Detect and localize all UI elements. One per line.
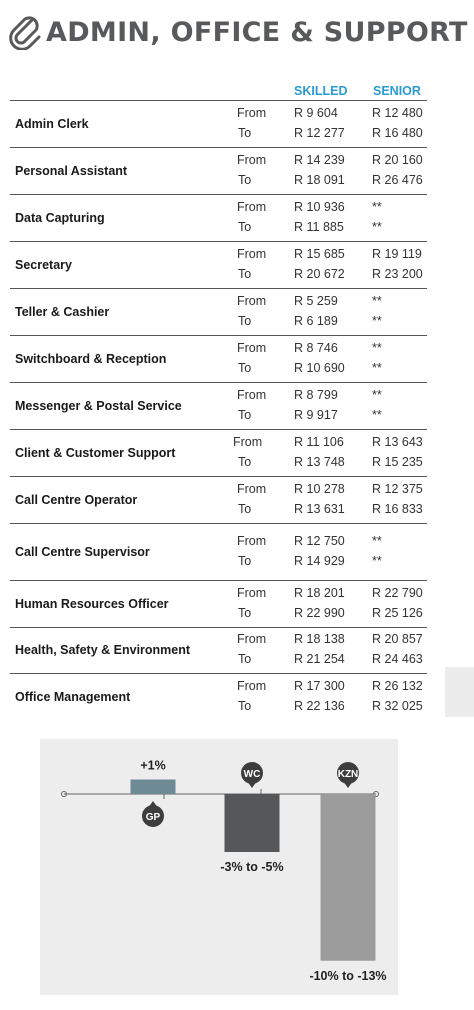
table-row bbox=[10, 673, 427, 721]
senior-from-value: ** bbox=[372, 387, 382, 402]
skilled-from-value: R 10 936 bbox=[294, 199, 345, 214]
skilled-from-value: R 5 259 bbox=[294, 293, 338, 308]
page-header bbox=[8, 10, 468, 54]
senior-to-value: R 26 476 bbox=[372, 172, 423, 187]
table-row bbox=[10, 580, 427, 627]
from-label: From bbox=[233, 434, 263, 449]
senior-to-value: ** bbox=[372, 553, 382, 568]
to-label: To bbox=[238, 172, 252, 187]
job-title: Data Capturing bbox=[15, 210, 105, 225]
job-title: Teller & Cashier bbox=[15, 304, 110, 319]
job-title: Health, Safety & Environment bbox=[15, 643, 191, 657]
data-label: +1% bbox=[140, 758, 166, 773]
senior-from-value: R 12 375 bbox=[372, 481, 423, 496]
skilled-to-value: R 20 672 bbox=[294, 266, 345, 281]
senior-to-value: ** bbox=[372, 313, 382, 328]
skilled-from-value: R 18 201 bbox=[294, 585, 345, 600]
skilled-from-value: R 9 604 bbox=[294, 105, 338, 120]
skilled-from-value: R 17 300 bbox=[294, 679, 345, 693]
to-label: To bbox=[238, 699, 252, 713]
job-title: Messenger & Postal Service bbox=[15, 398, 182, 413]
to-label: To bbox=[238, 219, 252, 234]
job-title: Office Management bbox=[15, 690, 131, 704]
to-label: To bbox=[238, 407, 252, 422]
job-title: Admin Clerk bbox=[15, 116, 89, 131]
skilled-from-value: R 11 106 bbox=[294, 434, 344, 449]
job-title: Human Resources Officer bbox=[15, 596, 169, 611]
category-label: KZN bbox=[337, 769, 359, 780]
from-label: From bbox=[237, 585, 267, 600]
table-row bbox=[10, 523, 427, 580]
to-label: To bbox=[238, 360, 252, 375]
senior-from-value: R 22 790 bbox=[372, 585, 423, 600]
skilled-from-value: R 8 746 bbox=[294, 340, 338, 355]
skilled-to-value: R 11 885 bbox=[294, 219, 344, 234]
to-label: To bbox=[238, 553, 252, 568]
skilled-to-value: R 22 136 bbox=[294, 699, 345, 713]
senior-to-value: R 25 126 bbox=[372, 605, 423, 620]
senior-from-value: ** bbox=[372, 340, 382, 355]
chart-svg bbox=[40, 739, 398, 995]
senior-to-value: R 24 463 bbox=[372, 652, 423, 666]
senior-to-value: ** bbox=[372, 219, 382, 234]
job-title: Call Centre Supervisor bbox=[15, 544, 150, 559]
senior-to-value: R 23 200 bbox=[372, 266, 423, 281]
table-row bbox=[10, 382, 427, 429]
from-label: From bbox=[237, 105, 267, 120]
table-row bbox=[10, 288, 427, 335]
table-row bbox=[10, 147, 427, 194]
column-header-senior: SENIOR bbox=[373, 84, 421, 98]
senior-from-value: R 19 119 bbox=[372, 246, 422, 261]
to-label: To bbox=[238, 313, 252, 328]
from-label: From bbox=[237, 632, 267, 646]
bar-kzn bbox=[321, 794, 376, 961]
job-title: Personal Assistant bbox=[15, 163, 128, 178]
from-label: From bbox=[237, 246, 267, 261]
skilled-to-value: R 6 189 bbox=[294, 313, 338, 328]
page-title: ADMIN, OFFICE & SUPPORT bbox=[46, 16, 468, 48]
table-row bbox=[10, 100, 427, 147]
senior-from-value: R 12 480 bbox=[372, 105, 423, 120]
skilled-from-value: R 15 685 bbox=[294, 246, 345, 261]
senior-to-value: ** bbox=[372, 407, 382, 422]
to-label: To bbox=[238, 652, 252, 666]
skilled-from-value: R 10 278 bbox=[294, 481, 345, 496]
job-title: Client & Customer Support bbox=[15, 445, 176, 460]
senior-to-value: ** bbox=[372, 360, 382, 375]
skilled-to-value: R 13 631 bbox=[294, 501, 345, 516]
table-row bbox=[10, 476, 427, 523]
skilled-to-value: R 12 277 bbox=[294, 125, 345, 140]
skilled-from-value: R 12 750 bbox=[294, 533, 345, 548]
to-label: To bbox=[238, 266, 252, 281]
table-row bbox=[10, 335, 427, 382]
from-label: From bbox=[237, 679, 267, 693]
senior-from-value: R 20 160 bbox=[372, 152, 423, 167]
from-label: From bbox=[237, 152, 267, 167]
skilled-from-value: R 8 799 bbox=[294, 387, 338, 402]
table-row bbox=[10, 627, 427, 673]
from-label: From bbox=[237, 533, 267, 548]
column-header-skilled: SKILLED bbox=[294, 84, 348, 98]
senior-to-value: R 16 480 bbox=[372, 125, 423, 140]
data-label: -10% to -13% bbox=[309, 968, 387, 983]
to-label: To bbox=[238, 125, 252, 140]
from-label: From bbox=[237, 340, 267, 355]
skilled-to-value: R 22 990 bbox=[294, 605, 345, 620]
skilled-to-value: R 18 091 bbox=[294, 172, 345, 187]
senior-from-value: ** bbox=[372, 533, 382, 548]
senior-from-value: R 26 132 bbox=[372, 679, 423, 693]
table-row bbox=[10, 194, 427, 241]
table-row bbox=[10, 429, 427, 476]
to-label: To bbox=[238, 501, 252, 516]
senior-to-value: R 15 235 bbox=[372, 454, 423, 469]
regional-variance-chart bbox=[40, 739, 398, 995]
skilled-to-value: R 14 929 bbox=[294, 553, 345, 568]
data-label: -3% to -5% bbox=[220, 860, 284, 874]
skilled-from-value: R 14 239 bbox=[294, 152, 345, 167]
from-label: From bbox=[237, 387, 267, 402]
to-label: To bbox=[238, 605, 252, 620]
senior-to-value: R 32 025 bbox=[372, 699, 423, 713]
bar-gp bbox=[131, 780, 176, 795]
side-tab bbox=[445, 667, 474, 717]
senior-from-value: R 20 857 bbox=[372, 632, 423, 646]
from-label: From bbox=[237, 481, 267, 496]
paperclip-icon bbox=[8, 14, 42, 50]
job-title: Switchboard & Reception bbox=[15, 351, 167, 366]
senior-from-value: ** bbox=[372, 293, 382, 308]
skilled-to-value: R 21 254 bbox=[294, 652, 345, 666]
table-row bbox=[10, 241, 427, 288]
bar-wc bbox=[225, 794, 280, 852]
to-label: To bbox=[238, 454, 252, 469]
skilled-to-value: R 13 748 bbox=[294, 454, 345, 469]
from-label: From bbox=[237, 293, 267, 308]
senior-from-value: R 13 643 bbox=[372, 434, 423, 449]
skilled-from-value: R 18 138 bbox=[294, 632, 345, 646]
skilled-to-value: R 9 917 bbox=[294, 407, 338, 422]
category-label: GP bbox=[145, 812, 161, 823]
job-title: Call Centre Operator bbox=[15, 492, 138, 507]
salary-table bbox=[10, 100, 427, 721]
senior-to-value: R 16 833 bbox=[372, 501, 423, 516]
skilled-to-value: R 10 690 bbox=[294, 360, 345, 375]
category-label: WC bbox=[243, 769, 261, 780]
from-label: From bbox=[237, 199, 267, 214]
senior-from-value: ** bbox=[372, 199, 382, 214]
job-title: Secretary bbox=[15, 257, 72, 272]
